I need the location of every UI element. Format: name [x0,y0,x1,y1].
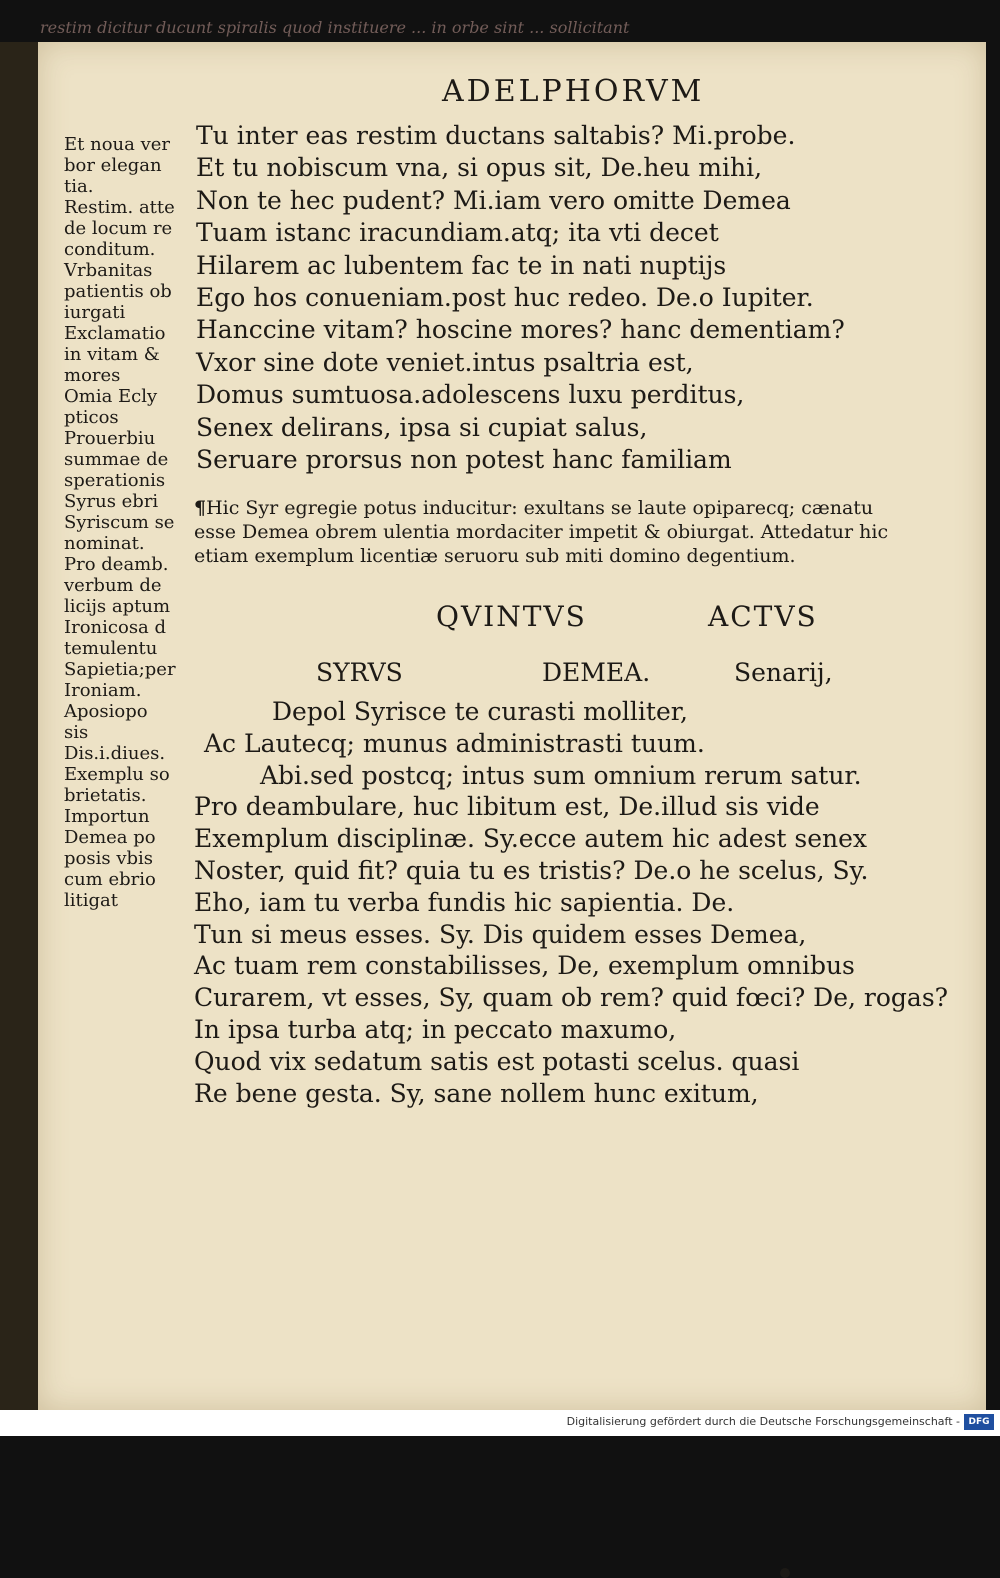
margin-note: Vrbanitas [64,260,153,281]
margin-note: in vitam & [64,344,160,365]
footer-credit: Digitalisierung gefördert durch die Deutsche Forschungsgemeinschaft - [566,1415,960,1428]
margin-note: Syrus ebri [64,491,159,512]
margin-note: posis vbis [64,848,153,869]
act-title-quintus: QVINTVS [436,600,587,633]
verse-line: Curarem, vt esses, Sy, quam ob rem? quid fœci? De, rogas? [194,983,949,1013]
argument-line: etiam exemplum licentiæ seruoru sub miti domino degentium. [194,545,796,567]
act-title-actus: ACTVS [708,600,818,633]
verse-line: Hanccine vitam? hoscine mores? hanc dementiam? [196,315,845,345]
verse-line: Re bene gesta. Sy, sane nollem hunc exitum, [194,1078,759,1108]
margin-note: Demea po [64,827,156,848]
margin-note: Pro deamb. [64,554,169,575]
margin-note: Ironiam. [64,680,142,701]
verse-line: Quod vix sedatum satis est potasti scelus. quasi [194,1046,800,1076]
margin-note: sis [64,722,89,743]
margin-note: Aposiopo [64,701,148,722]
dfg-logo: DFG [964,1414,994,1430]
margin-note: summae de [64,449,169,470]
margin-note: Importun [64,806,150,827]
margin-note: patientis ob [64,281,172,302]
argument-line: ¶Hic Syr egregie potus inducitur: exultans se laute opiparecq; cænatu [194,497,874,519]
verse-line: Vxor sine dote veniet.intus psaltria est, [196,347,694,377]
margin-note: iurgati [64,302,126,323]
verse-line: Abi.sed postcq; intus sum omnium rerum satur. [260,760,862,790]
verse-line: Tuam istanc iracundiam.atq; ita vti decet [196,218,719,248]
footer-bar [0,1410,1000,1436]
margin-note: pticos [64,407,119,428]
verse-block-bottom [194,696,948,1109]
running-head: ADELPHORVM [442,74,705,109]
margin-note: Ironicosa d [64,617,167,638]
margin-note: conditum. [64,239,156,260]
verse-line: Noster, quid fit? quia tu es tristis? De.o he scelus, Sy. [194,855,869,885]
margin-note: Syriscum se [64,512,175,533]
verse-line: Exemplum disciplinæ. Sy.ecce autem hic adest senex [194,824,868,854]
margin-note: mores [64,365,121,386]
margin-note: nominat. [64,533,145,554]
verse-line: In ipsa turba atq; in peccato maxumo, [194,1014,677,1044]
verse-line: Ego hos conueniam.post huc redeo. De.o Iupiter. [196,283,814,313]
verse-line: Ac tuam rem constabilisses, De, exemplum omnibus [194,951,855,981]
margin-note: de locum re [64,218,173,239]
speaker-demea: DEMEA. [542,658,651,687]
margin-note: tia. [64,176,94,197]
ink-dot [780,1568,790,1578]
speaker-syrus: SYRVS [316,658,403,687]
verse-line: Non te hec pudent? Mi.iam vero omitte Demea [196,185,791,215]
verse-line: Domus sumtuosa.adolescens luxu perditus, [196,380,745,410]
margin-note: temulentu [64,638,158,659]
margin-note: Exclamatio [64,323,166,344]
verse-line: Tu inter eas restim ductans saltabis? Mi.probe. [196,121,796,150]
margin-note: cum ebrio [64,869,156,890]
margin-note: brietatis. [64,785,147,806]
margin-note: licijs aptum [64,596,171,617]
margin-note: sperationis [64,470,166,491]
verse-line: Seruare prorsus non potest hanc familiam [196,445,732,475]
verse-line: Tun si meus esses. Sy. Dis quidem esses Demea, [194,919,807,949]
margin-note: Prouerbiu [64,428,156,449]
verse-line: Pro deambulare, huc libitum est, De.illud sis vide [194,792,820,822]
verse-line: Depol Syrisce te curasti molliter, [272,697,688,726]
pilcrow-icon: ¶ [194,497,207,519]
margin-note: Restim. atte [64,197,175,218]
verse-line: Senex delirans, ipsa si cupiat salus, [196,412,648,442]
verse-line: Ac Lautecq; munus administrasti tuum. [204,728,705,758]
margin-note: verbum de [64,575,162,596]
act-argument [194,496,934,568]
verse-line: Eho, iam tu verba fundis hic sapientia. De. [194,887,735,917]
argument-line: esse Demea obrem ulentia mordaciter impetit & obiurgat. Attedatur hic [194,521,889,543]
verse-block-top [196,120,845,476]
book-spine [0,42,38,1410]
margin-note: litigat [64,890,118,911]
handwritten-header-note: restim dicitur ducunt spiralis quod instituere ... in orbe sint ... sollicitant [40,18,630,37]
verse-line: Et tu nobiscum vna, si opus sit, De.heu mihi, [196,153,763,183]
margin-note: bor elegan [64,155,162,176]
meter-label: Senarij, [734,658,833,687]
verse-line: Hilarem ac lubentem fac te in nati nuptijs [196,250,727,280]
margin-note: Omia Ecly [64,386,158,407]
margin-note: Et noua ver [64,134,170,155]
margin-note: Dis.i.diues. [64,743,166,764]
margin-note: Sapietia;per [64,659,176,680]
margin-note: Exemplu so [64,764,170,785]
